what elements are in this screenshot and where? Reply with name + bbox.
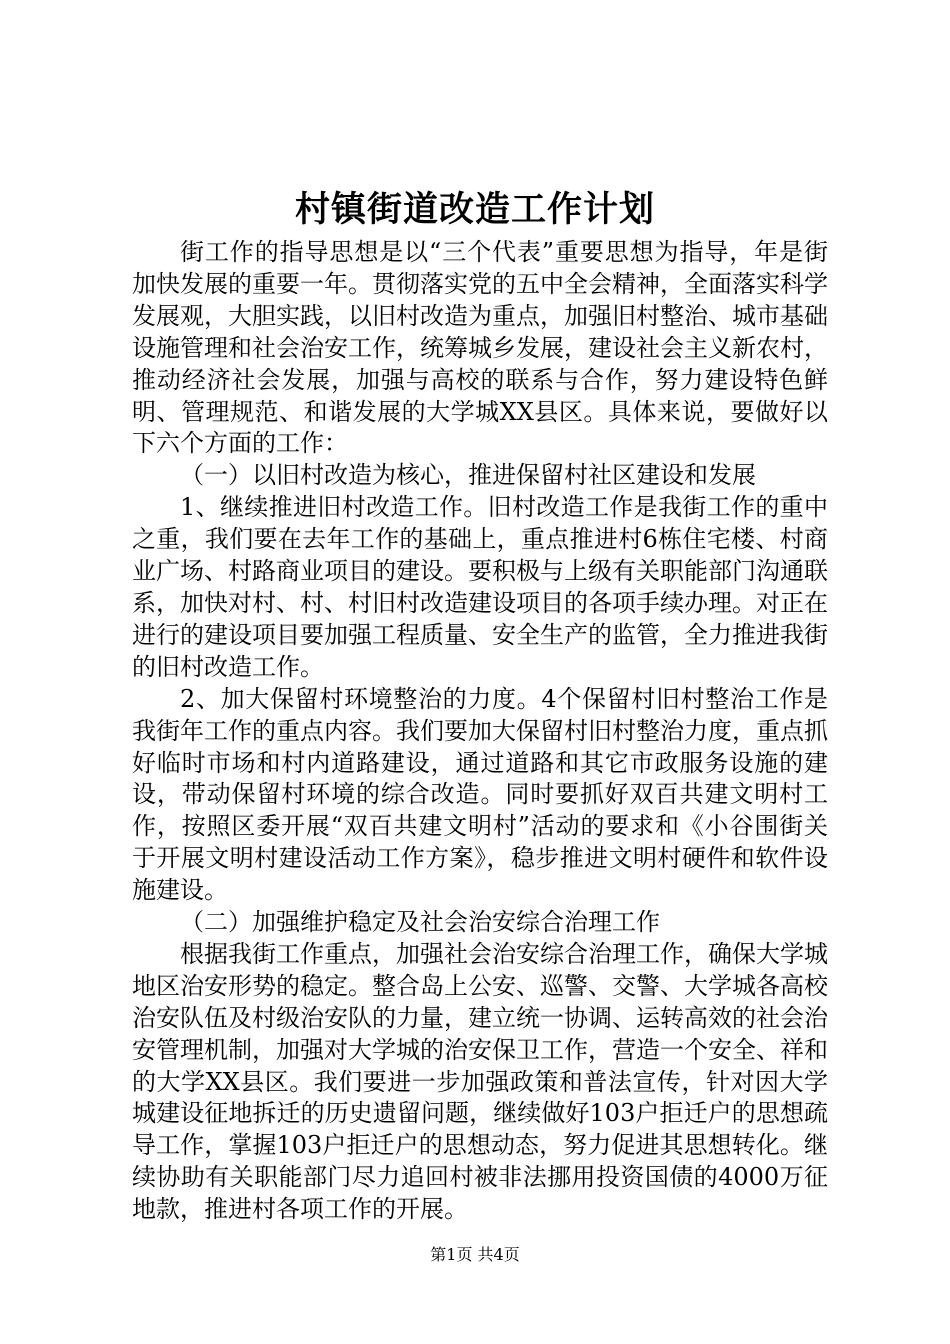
paragraph-security: 根据我街工作重点，加强社会治安综合治理工作，确保大学城地区治安形势的稳定。整合岛上公安、巡警、交警、大学城各高校治安队伍及村级治安队的力量，建立统一协调、运转高效的社会治安管理机制，加强对大学城的治安保卫工作，营造一个安全、祥和的大学XX县区。我们要进一步加强政策和普法宣传，针对因大学城建设征地拆迁的历史遗留问题，继续做好103户拒迁户的思想疏导工作，掌握103户拒迁户的思想动态，努力促进其思想转化。继续协助有关职能部门尽力追回村被非法挪用投资国债的4000万征地款，推进村各项工作的开展。 [132, 939, 828, 1224]
section-heading-1: （一）以旧村改造为核心，推进保留村社区建设和发展 [180, 461, 756, 490]
paragraph-item-1: 1、继续推进旧村改造工作。旧村改造工作是我街工作的重中之重，我们要在去年工作的基础上，重点推进村6栋住宅楼、村商业广场、村路商业项目的建设。要积极与上级有关职能部门沟通联系，加快对村、村、村旧村改造建设项目的各项手续办理。对正在进行的建设项目要加强工程质量、安全生产的监管，全力推进我街的旧村改造工作。 [132, 493, 828, 681]
document-title: 村镇街道改造工作计划 [294, 189, 655, 230]
paragraph-item-2: 2、加大保留村环境整治的力度。4个保留村旧村整治工作是我街年工作的重点内容。我们要加大保留村旧村整治力度，重点抓好临时市场和村内道路建设，通过道路和其它市政服务设施的建设，带动保留村环境的综合改造。同时要抓好双百共建文明村工作，按照区委开展“双百共建文明村”活动的要求和《小谷围街关于开展文明村建设活动工作方案》，稳步推进文明村硬件和软件设施建设。 [132, 684, 828, 905]
document-body [132, 237, 828, 1226]
page-footer: 第1页 共4页 [430, 1245, 520, 1264]
section-heading-2: （二）加强维护稳定及社会治安综合治理工作 [180, 908, 660, 937]
paragraph-intro: 街工作的指导思想是以“三个代表”重要思想为指导，年是街加快发展的重要一年。贯彻落实党的五中全会精神，全面落实科学发展观，大胆实践，以旧村改造为重点，加强旧村整治、城市基础设施管理和社会治安工作，统筹城乡发展，建设社会主义新农村，推动经济社会发展，加强与高校的联系与合作，努力建设特色鲜明、管理规范、和谐发展的大学城XX县区。具体来说，要做好以下六个方面的工作： [132, 238, 828, 458]
